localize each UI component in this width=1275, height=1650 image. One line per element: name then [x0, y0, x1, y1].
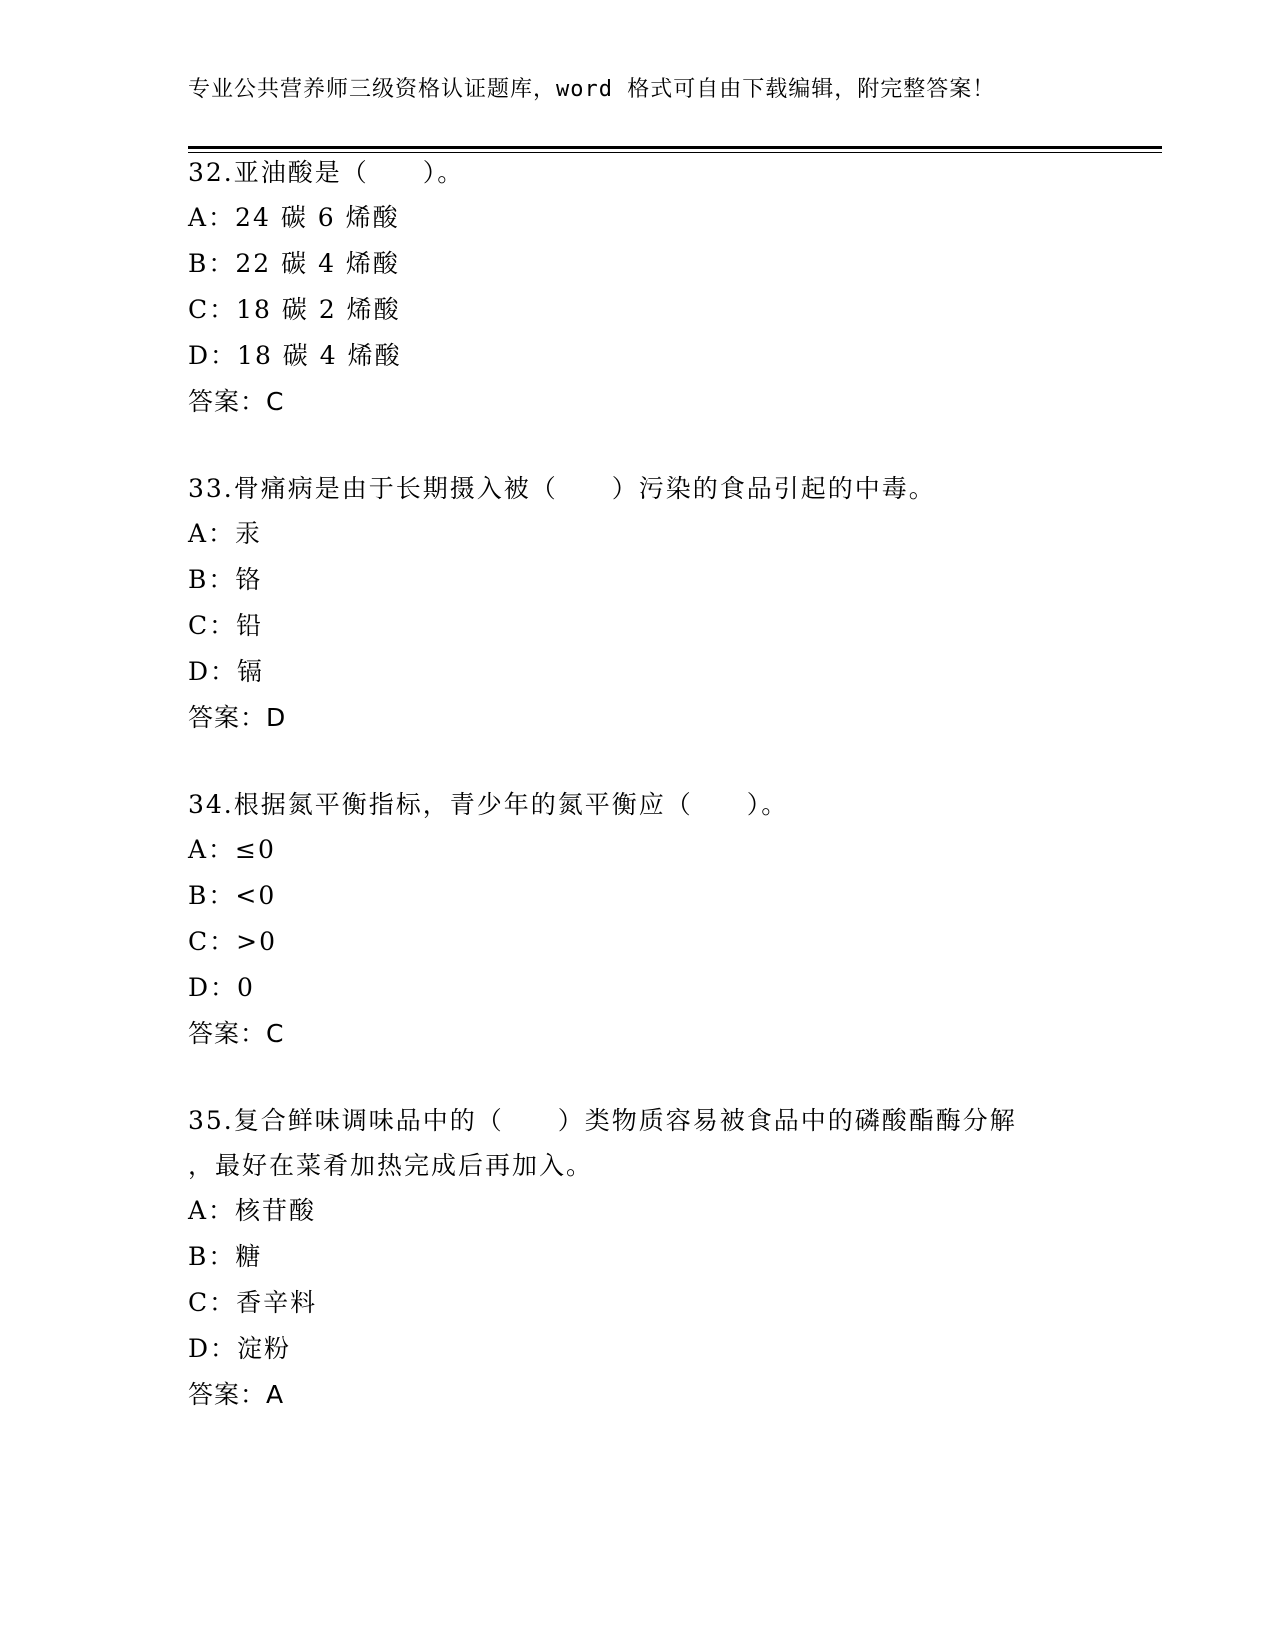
- answer-label: 答案：C: [188, 387, 285, 416]
- option-d: D：0: [188, 973, 255, 1002]
- question-33: [188, 466, 1088, 741]
- option-d: D：镉: [188, 657, 265, 686]
- option-a: A：24 碳 6 烯酸: [188, 203, 400, 232]
- option-c: C：18 碳 2 烯酸: [188, 295, 401, 324]
- option-a: A：核苷酸: [188, 1196, 317, 1225]
- answer-label: 答案：D: [188, 703, 287, 732]
- question-34: [188, 782, 1088, 1057]
- option-d: D：18 碳 4 烯酸: [188, 341, 402, 370]
- option-c: C：铅: [188, 611, 264, 640]
- option-b: B：铬: [188, 565, 263, 594]
- header-rule-thick: [188, 146, 1162, 149]
- option-a: A：≤0: [188, 835, 276, 864]
- page-header: 专业公共营养师三级资格认证题库，word 格式可自由下载编辑，附完整答案！: [188, 77, 996, 102]
- option-c: C：>0: [188, 927, 277, 956]
- option-b: B：糖: [188, 1242, 263, 1271]
- option-b: B：<0: [188, 881, 277, 910]
- option-a: A：汞: [188, 519, 263, 548]
- option-b: B：22 碳 4 烯酸: [188, 249, 400, 278]
- question-32: [188, 150, 1088, 425]
- option-d: D：淀粉: [188, 1334, 292, 1363]
- question-stem: 33.骨痛病是由于长期摄入被（ ）污染的食品引起的中毒。: [188, 474, 936, 503]
- answer-label: 答案：C: [188, 1019, 285, 1048]
- question-stem: 35.复合鲜味调味品中的（ ）类物质容易被食品中的磷酸酯酶分解 ，最好在菜肴加热完成后再加入。: [188, 1106, 1017, 1180]
- question-stem: 32.亚油酸是（ ）。: [188, 158, 465, 187]
- option-c: C：香辛料: [188, 1288, 318, 1317]
- question-35: [188, 1098, 1088, 1418]
- answer-label: 答案：A: [188, 1380, 285, 1409]
- question-stem: 34.根据氮平衡指标，青少年的氮平衡应（ ）。: [188, 790, 789, 819]
